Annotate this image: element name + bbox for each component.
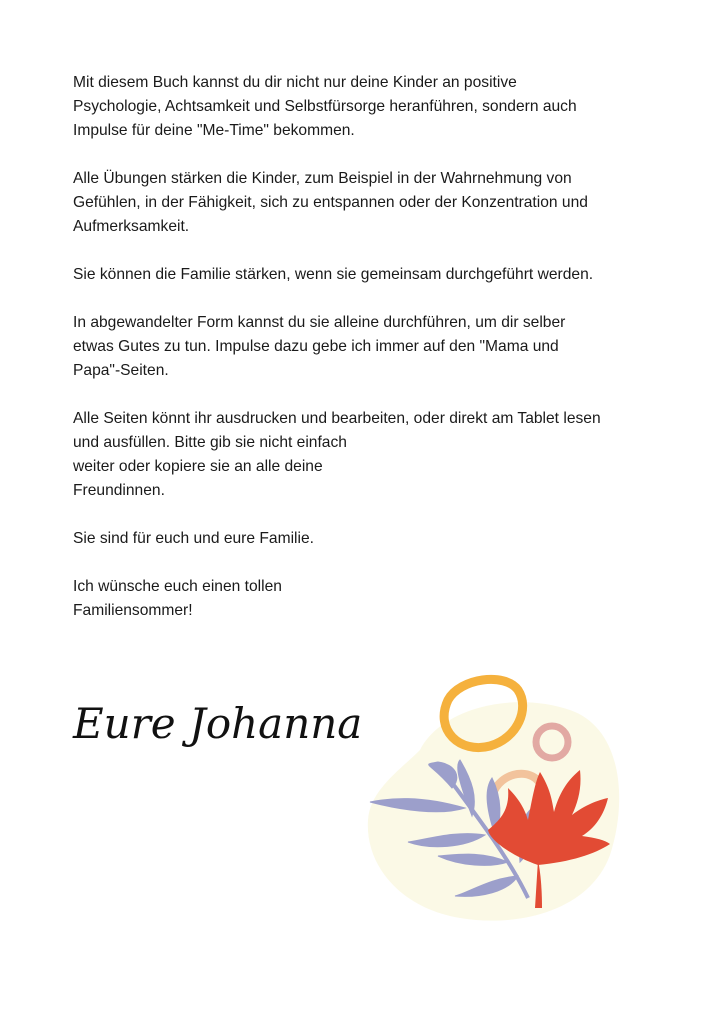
paragraph-intro: Mit diesem Buch kannst du dir nicht nur deine Kinder an positive Psychologie, Achtsamkeit und Selbstfürsorge heranführen, sondern auch Impulse für deine "Me-Time" bekommen.	[73, 74, 577, 139]
signature-image	[73, 690, 373, 760]
paragraph-exercises: Alle Übungen stärken die Kinder, zum Beispiel in der Wahrnehmung von Gefühlen, in der Fähigkeit, sich zu entspannen oder der Konzentration und Aufmerksamkeit.	[73, 170, 588, 235]
letter-body	[73, 71, 663, 647]
paragraph-usage: Alle Seiten könnt ihr ausdrucken und bearbeiten, oder direkt am Tablet lesen und ausfüllen. Bitte gib sie nicht einfach weiter oder kopiere sie an alle deine Freundinnen.	[73, 410, 601, 499]
signature-text: Eure Johanna	[73, 699, 363, 748]
paragraph-alone: In abgewandelter Form kannst du sie alleine durchführen, um dir selber etwas Gutes zu tun. Impulse dazu gebe ich immer auf den "Mama und Papa"-Seiten.	[73, 314, 566, 379]
paragraph-for-you: Sie sind für euch und eure Familie.	[73, 530, 314, 547]
paragraph-family: Sie können die Familie stärken, wenn sie gemeinsam durchgeführt werden.	[73, 266, 594, 283]
decorative-leaf-illustration-icon	[360, 670, 630, 930]
signature	[73, 690, 373, 760]
paragraph-wishes: Ich wünsche euch einen tollen Familiensommer!	[73, 578, 282, 619]
